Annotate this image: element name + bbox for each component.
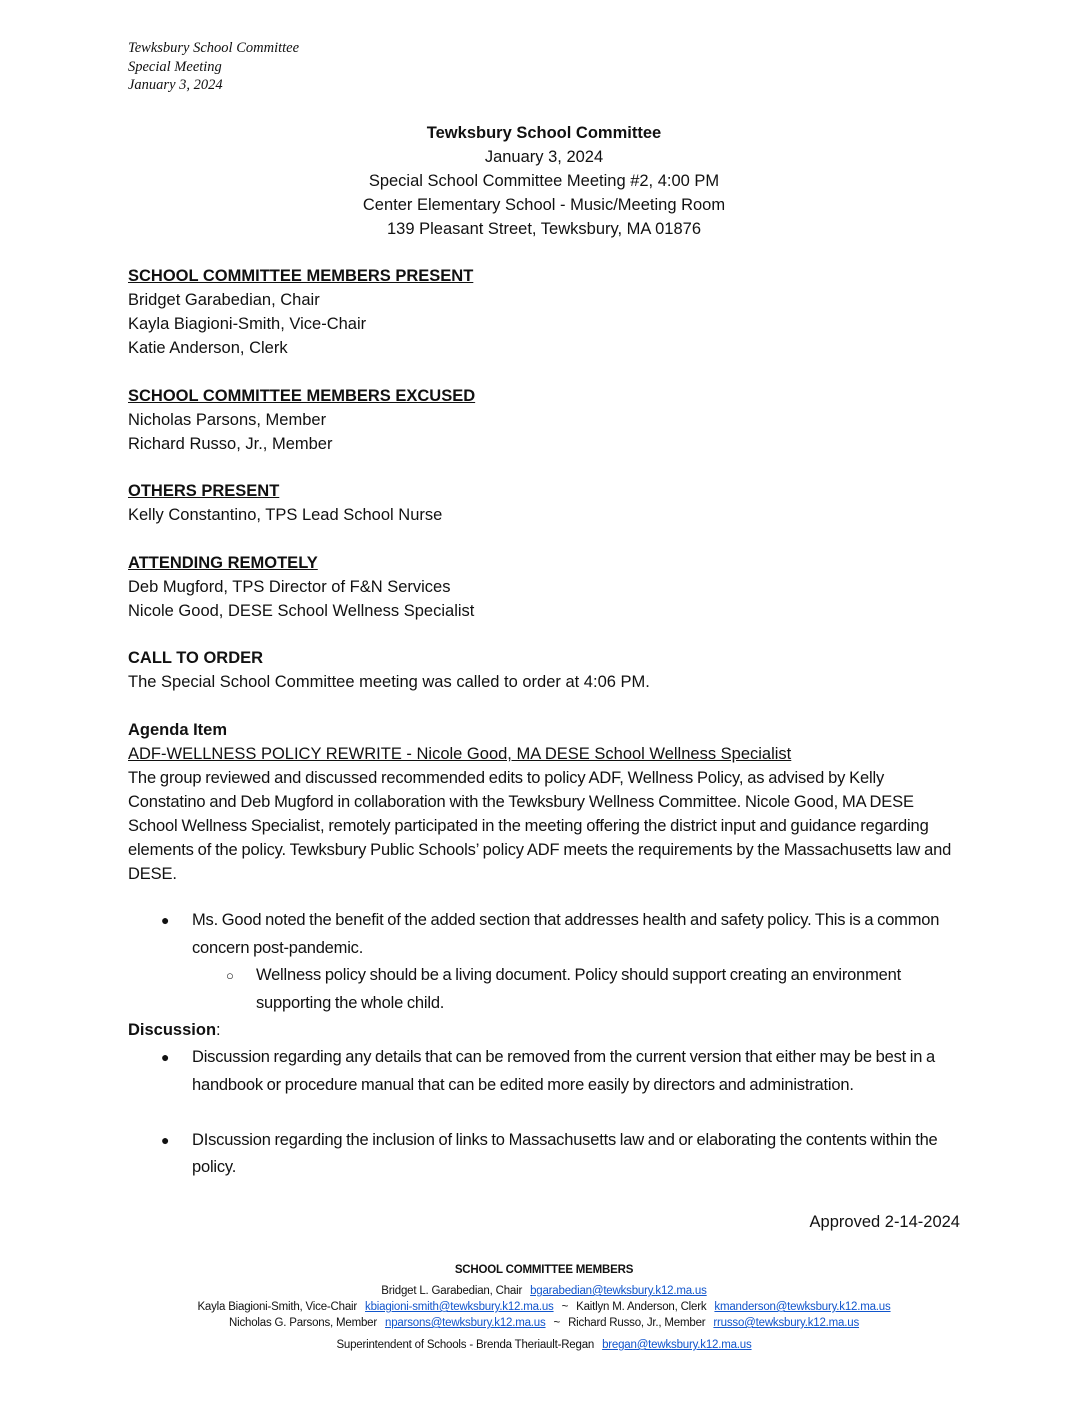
member-label: Richard Russo, Jr., Member <box>568 1317 706 1329</box>
superintendent-label: Superintendent of Schools - Brenda Theriault-Regan <box>336 1339 595 1351</box>
list-item <box>128 1044 960 1099</box>
approval-stamp-text: Approved 2-14-2024 <box>809 1213 960 1231</box>
footer-line <box>0 1283 1088 1299</box>
running-header <box>128 39 299 95</box>
separator: ~ <box>561 1301 569 1313</box>
attendee: Nicole Good, DESE School Wellness Specialist <box>128 602 475 620</box>
call-to-order-section <box>128 646 960 694</box>
member-email-link[interactable]: kmanderson@tewksbury.k12.ma.us <box>714 1301 891 1313</box>
member-label: Kaitlyn M. Anderson, Clerk <box>576 1301 707 1313</box>
bullet-icon: ● <box>161 1131 170 1148</box>
footer-line <box>0 1299 1088 1315</box>
agenda-paragraph: The group reviewed and discussed recommended edits to policy ADF, Wellness Policy, as advised by Kelly Constatino and Deb Mugford in collaboration with the Tewksbury Wellness Committee. Nicole Good, MA DESE School Wellness Specialist, remotely participated in the meeting offering the district input and guidance regarding elements of the policy. Tewksbury Public Schools’ policy ADF meets the requirements by the Massachusetts law and DESE. <box>128 769 952 883</box>
list-item-text: Discussion regarding any details that can be removed from the current version that either may be best in a handbook or procedure manual that can be edited more easily by directors and administration. <box>192 1048 935 1094</box>
discussion-bullet-list <box>128 1044 960 1182</box>
list-item <box>128 907 960 962</box>
section-heading: Discussion <box>128 1021 217 1039</box>
running-header-org: Tewksbury School Committee <box>128 40 300 56</box>
footer-line <box>0 1315 1088 1331</box>
call-to-order-text: The Special School Committee meeting was called to order at 4:06 PM. <box>128 673 650 691</box>
attendee: Katie Anderson, Clerk <box>128 339 288 357</box>
meeting-address: 139 Pleasant Street, Tewksbury, MA 01876 <box>387 220 701 238</box>
section-heading: SCHOOL COMMITTEE MEMBERS PRESENT <box>128 267 474 285</box>
member-label: Nicholas G. Parsons, Member <box>229 1317 377 1329</box>
members-present-section <box>128 264 960 360</box>
member-label: Bridget L. Garabedian, Chair <box>381 1285 523 1297</box>
others-present-section <box>128 479 960 527</box>
bullet-icon: ● <box>161 912 170 928</box>
list-item-text: Ms. Good noted the benefit of the added section that addresses health and safety policy. This is a common concern post-pandemic. <box>192 911 940 957</box>
attendee: Nicholas Parsons, Member <box>128 411 327 429</box>
list-item-text: Wellness policy should be a living document. Policy should support creating an environment supporting the whole child. <box>256 966 901 1012</box>
bullet-icon: ● <box>161 1049 170 1065</box>
section-heading: Agenda Item <box>128 721 228 739</box>
document-title: Tewksbury School Committee <box>426 124 662 142</box>
agenda-bullet-list <box>128 907 960 1017</box>
attendee: Bridget Garabedian, Chair <box>128 291 320 309</box>
section-heading: CALL TO ORDER <box>128 649 264 667</box>
running-header-date: January 3, 2024 <box>128 77 223 93</box>
meeting-location: Center Elementary School - Music/Meeting Room <box>362 196 726 214</box>
section-heading: OTHERS PRESENT <box>128 482 280 500</box>
section-heading: SCHOOL COMMITTEE MEMBERS EXCUSED <box>128 387 476 405</box>
footer-line <box>0 1337 1088 1353</box>
meeting-name: Special School Committee Meeting #2, 4:00 PM <box>368 172 720 190</box>
attendee: Deb Mugford, TPS Director of F&N Services <box>128 578 451 596</box>
heading-colon: : <box>216 1021 221 1039</box>
attending-remotely-section <box>128 551 960 623</box>
running-header-meeting-type: Special Meeting <box>128 58 222 75</box>
sub-list-item <box>128 962 960 1017</box>
member-label: Kayla Biagioni-Smith, Vice-Chair <box>197 1301 358 1313</box>
attendee: Kayla Biagioni-Smith, Vice-Chair <box>128 315 367 333</box>
list-item <box>128 1127 960 1182</box>
list-item-text: DIscussion regarding the inclusion of links to Massachusetts law and or elaborating the contents within the policy. <box>192 1130 938 1176</box>
members-excused-section <box>128 384 960 456</box>
title-block <box>0 121 1088 241</box>
separator: ~ <box>553 1317 561 1329</box>
attendee: Kelly Constantino, TPS Lead School Nurse <box>128 506 443 524</box>
sub-bullet-icon: ○ <box>226 968 234 983</box>
footer-title: SCHOOL COMMITTEE MEMBERS <box>454 1264 634 1276</box>
member-email-link[interactable]: nparsons@tewksbury.k12.ma.us <box>385 1317 546 1329</box>
footer <box>0 1262 1088 1353</box>
agenda-section <box>128 718 960 886</box>
member-email-link[interactable]: rrusso@tewksbury.k12.ma.us <box>713 1317 859 1329</box>
meeting-date: January 3, 2024 <box>484 148 604 166</box>
superintendent-email-link[interactable]: bregan@tewksbury.k12.ma.us <box>602 1339 752 1351</box>
member-email-link[interactable]: kbiagioni-smith@tewksbury.k12.ma.us <box>365 1301 554 1313</box>
member-email-link[interactable]: bgarabedian@tewksbury.k12.ma.us <box>530 1285 707 1297</box>
agenda-item-title: ADF-WELLNESS POLICY REWRITE - Nicole Good, MA DESE School Wellness Specialist <box>128 745 792 763</box>
discussion-heading-row <box>128 1018 960 1042</box>
section-heading: ATTENDING REMOTELY <box>128 554 318 572</box>
attendee: Richard Russo, Jr., Member <box>128 435 333 453</box>
